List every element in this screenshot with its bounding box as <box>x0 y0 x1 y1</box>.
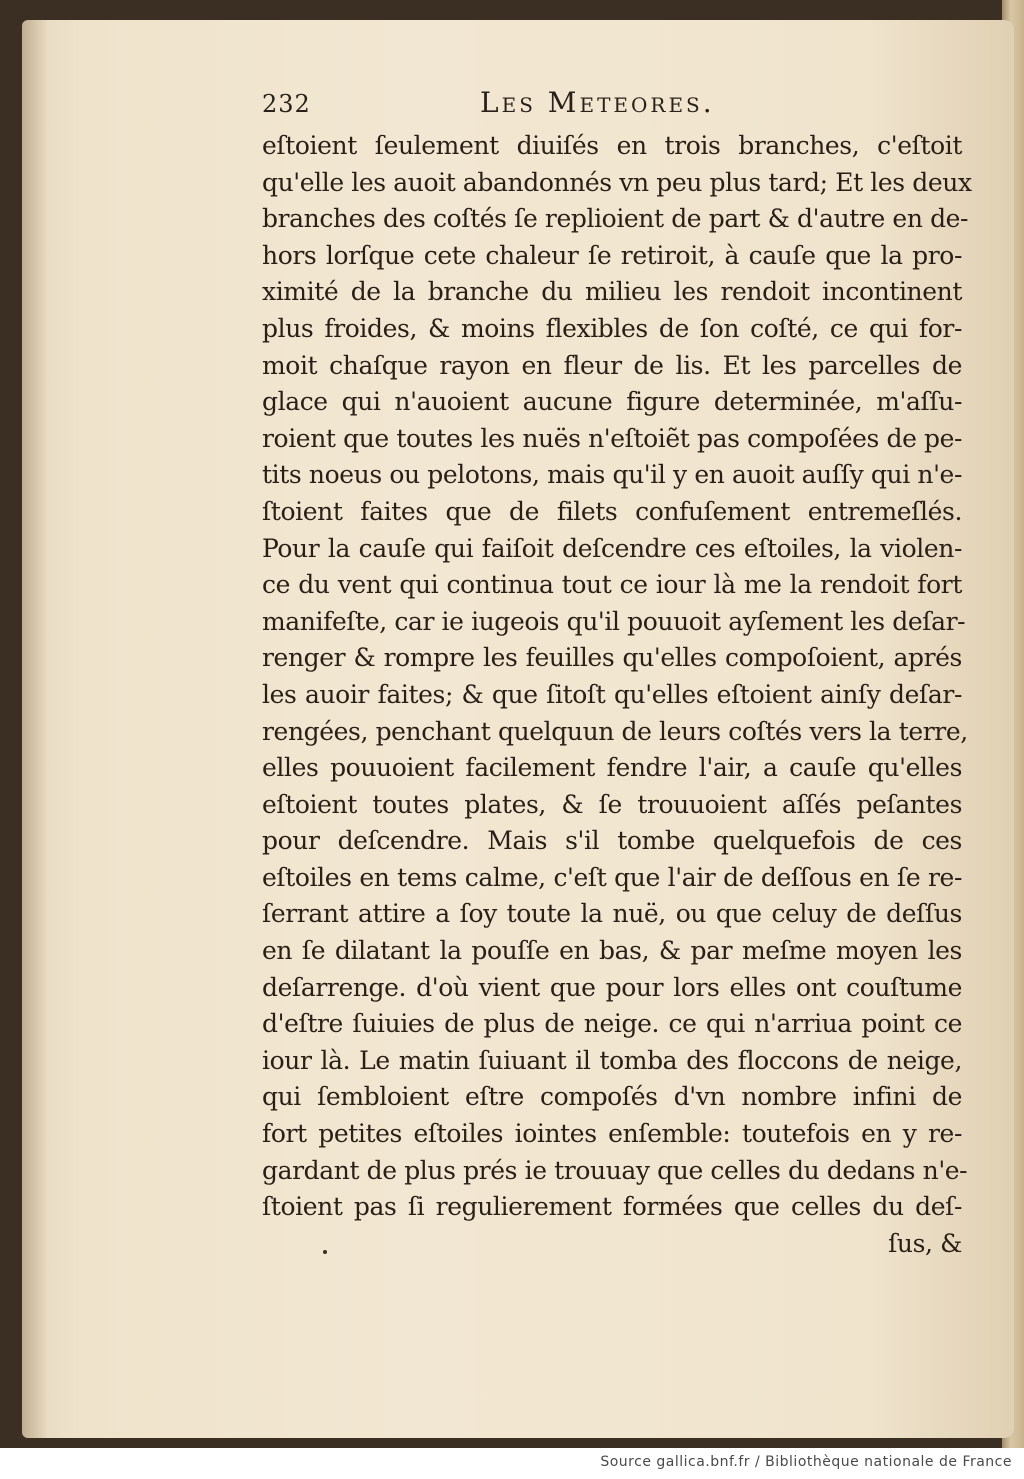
text-line: pour deſcendre. Mais s'il tombe quelquefois de ces <box>262 826 962 856</box>
text-line: moit chaſque rayon en fleur de lis. Et les parcelles de <box>262 350 962 380</box>
text-line: ce du vent qui continua tout ce iour là me la rendoit fort <box>262 570 962 600</box>
text-line: elles pouuoient facilement fendre l'air, a cauſe qu'elles <box>262 753 962 783</box>
text-line: Pour la cauſe qui faiſoit deſcendre ces eſtoiles, la violen- <box>262 533 962 563</box>
text-line: iour là. Le matin ſuiuant il tomba des floccons de neige, <box>262 1045 962 1075</box>
text-line: ſtoient pas ſi regulierement formées que celles du deſ- <box>262 1192 962 1222</box>
text-line: deſarrenge. d'où vient que pour lors elles ont couſtume <box>262 972 962 1002</box>
text-line: ximité de la branche du milieu les rendoit incontinent <box>262 277 962 307</box>
text-line: tits noeus ou pelotons, mais qu'il y en auoit auſſy qui n'e- <box>262 460 962 490</box>
catchword: ſus, & <box>888 1228 962 1258</box>
text-line: eſtoient toutes plates, & ſe trouuoient aſſés peſantes <box>262 789 962 819</box>
gutter-shadow <box>22 20 48 1438</box>
text-line: manifeſte, car ie iugeois qu'il pouuoit ayſement les deſar- <box>262 606 966 636</box>
source-credit: Source gallica.bnf.fr / Bibliothèque nationale de France <box>600 1454 1012 1470</box>
text-line: ſtoient faites que de filets confuſement entremeſlés. <box>262 496 962 526</box>
text-line: glace qui n'auoient aucune figure determinée, m'aſſu- <box>262 387 962 417</box>
text-line: en ſe dilatant la pouſſe en bas, & par meſme moyen les <box>262 936 962 966</box>
ink-fleck <box>323 1250 327 1254</box>
page-number: 232 <box>262 90 311 118</box>
text-line: eſtoient ſeulement diuiſés en trois branches, c'eſtoit <box>262 131 962 160</box>
page-header <box>262 82 962 122</box>
text-line: branches des coſtés ſe replioient de part & d'autre en de- <box>262 204 969 234</box>
text-line: plus froides, & moins flexibles de ſon coſté, ce qui for- <box>262 313 962 343</box>
text-line: roient que toutes les nuës n'eſtoiẽt pas compoſées de pe- <box>262 423 963 453</box>
footer-bar <box>0 1448 1024 1479</box>
running-title: Les Meteores. <box>480 86 715 119</box>
text-line: eſtoiles en tems calme, c'eſt que l'air de deſſous en ſe re- <box>262 862 962 892</box>
text-line: fort petites eſtoiles iointes enſemble: toutefois en y re- <box>262 1119 962 1149</box>
text-line: hors lorſque cete chaleur ſe retiroit, à cauſe que la pro- <box>262 240 962 270</box>
text-line: qu'elle les auoit abandonnés vn peu plus tard; Et les deux <box>262 167 972 197</box>
text-line: renger & rompre les feuilles qu'elles compoſoient, aprés <box>262 643 962 673</box>
text-line: ſerrant attire a ſoy toute la nuë, ou que celuy de deſſus <box>262 899 962 929</box>
text-line: les auoir faites; & que ſitoſt qu'elles eſtoient ainſy deſar- <box>262 679 962 709</box>
text-line: qui ſembloient eſtre compoſés d'vn nombre infini de <box>262 1082 962 1112</box>
text-line: d'eſtre ſuiuies de plus de neige. ce qui n'arriua point ce <box>262 1009 962 1039</box>
text-line: gardant de plus prés ie trouuay que celles du dedans n'e- <box>262 1155 968 1185</box>
text-line: rengées, penchant quelquun de leurs coſtés vers la terre, <box>262 716 968 746</box>
body-text <box>262 128 972 1262</box>
